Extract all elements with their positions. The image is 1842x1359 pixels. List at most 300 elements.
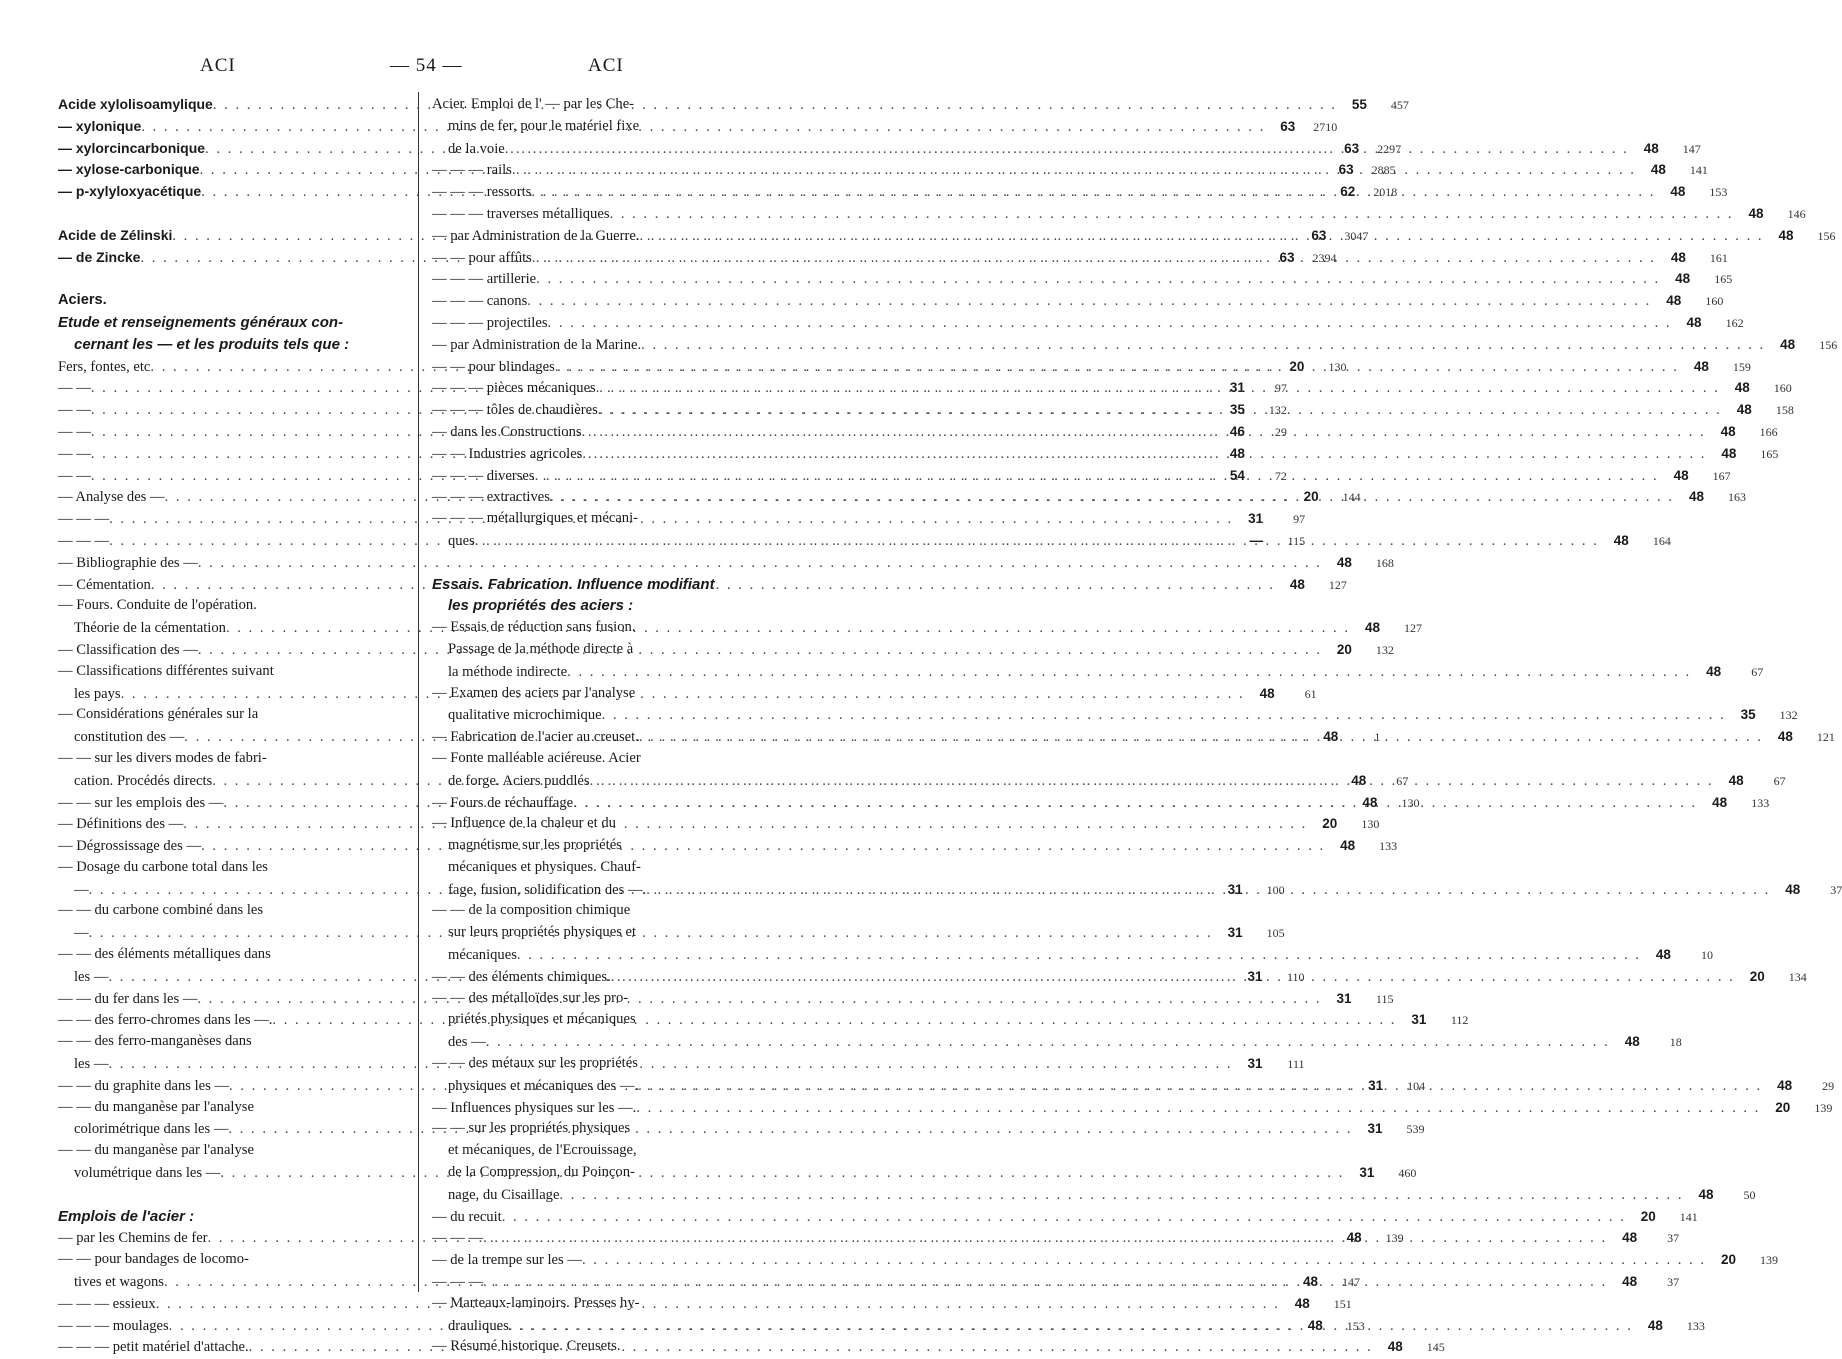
entry-text: — Marteaux-laminoirs. Presses hy- [432, 1294, 640, 1311]
page-number: 110 [1286, 969, 1305, 984]
volume-number: 20 [1303, 489, 1319, 505]
index-entry [432, 312, 1744, 334]
entry-text: — — — [432, 1274, 484, 1291]
entry-text: — — du manganèse par l'analyse [58, 1142, 254, 1159]
entry-text: — — des éléments métalliques dans [58, 946, 271, 963]
leader-dots [249, 1337, 1373, 1359]
page-number: 160 [1773, 381, 1792, 396]
index-entry [58, 595, 404, 617]
entry-text: — Considérations générales sur la [58, 706, 259, 723]
leader-dots [602, 705, 1726, 727]
index-entry [432, 1118, 768, 1140]
spacer [58, 268, 404, 290]
entry-text: — — sur les divers modes de fabri- [58, 749, 267, 766]
volume-number: 63 [1344, 140, 1360, 156]
index-entry [58, 1271, 1361, 1293]
entry-text: — — — ressorts [432, 184, 532, 201]
leader-dots [611, 967, 1735, 989]
entry-text: — du recuit [432, 1208, 502, 1225]
volume-number: 20 [1720, 1252, 1736, 1268]
page-number: 18 [1669, 1035, 1682, 1050]
entry-text: volumétrique dans les — [74, 1165, 221, 1182]
entry-text: — — de la composition chimique [432, 902, 631, 919]
index-entry [58, 900, 404, 922]
leader-dots [548, 313, 1672, 335]
index-entry [58, 1249, 404, 1271]
entry-text: — Examen des aciers par l'analyse [432, 684, 636, 701]
leader-dots [639, 727, 1763, 749]
index-entry [58, 661, 404, 683]
index-entry [432, 748, 768, 770]
entry-text: — — — rails [432, 162, 512, 179]
entry-text: — — Industries agricoles [432, 445, 583, 462]
volume-number: 46 [1229, 423, 1245, 439]
index-entry [432, 268, 1733, 290]
volume-number: 48 [1229, 445, 1245, 461]
page-number: 127 [1328, 577, 1347, 592]
page-number: 147 [1682, 141, 1701, 156]
entry-text: — — des ferro-chromes dans les —. [58, 1012, 273, 1029]
entry-text: cation. Procédés directs [74, 772, 213, 789]
volume-number: 48 [1294, 1295, 1310, 1311]
volume-number: 48 [1647, 1317, 1663, 1333]
page-number: 2710 [1313, 119, 1338, 134]
entry-text: — Analyse des — [58, 489, 165, 506]
page-number: 132 [1268, 403, 1287, 418]
index-entry [432, 1009, 768, 1031]
volume-number: 48 [1686, 314, 1702, 330]
volume-number: 31 [1336, 990, 1352, 1006]
index-entry [432, 704, 1798, 726]
index-entry [58, 334, 404, 356]
volume-number: 62 [1340, 184, 1356, 200]
page-number: 156 [1819, 337, 1838, 352]
page-number: 153 [1346, 1318, 1365, 1333]
entry-text: — — — tôles de chaudières [432, 402, 598, 419]
page-number: 97 [1293, 512, 1306, 527]
index-entry [432, 922, 768, 944]
index-entry [432, 813, 768, 835]
entry-text: nage, du Cisaillage [448, 1186, 560, 1203]
entry-text: les pays [74, 685, 121, 702]
volume-number: 48 [1643, 140, 1659, 156]
header-page-number: — 54 — [390, 55, 463, 76]
page-number: 153 [1709, 185, 1728, 200]
index-entry [432, 334, 1838, 356]
volume-number: — [1249, 532, 1264, 548]
volume-number: 31 [1247, 968, 1263, 984]
page-number: 127 [1404, 621, 1422, 636]
entry-text: — Dégrossissage des — [58, 838, 202, 855]
page-number: 147 [1342, 1275, 1361, 1290]
volume-number: 48 [1670, 184, 1686, 200]
page-number: 167 [1712, 468, 1731, 483]
volume-number: 48 [1785, 881, 1801, 897]
index-entry [432, 639, 768, 661]
entry-text: — par les Chemins de fer [58, 1230, 208, 1247]
page-number: 2018 [1373, 185, 1398, 200]
entry-text: de forge. Aciers puddlés [448, 772, 590, 789]
entry-text: — dans les Constructions [432, 423, 582, 440]
index-entry [432, 988, 768, 1010]
volume-number: 48 [1780, 336, 1796, 352]
volume-number: 48 [1307, 1317, 1323, 1333]
page-number: 166 [1759, 424, 1778, 439]
index-entry [58, 1227, 1404, 1249]
leader-dots [582, 422, 1706, 444]
page-number: 111 [1287, 1057, 1305, 1072]
entry-text: — — sur les propriétés physiques [432, 1120, 631, 1137]
index-entry [432, 1184, 1756, 1206]
volume-number: 20 [1289, 358, 1305, 374]
volume-number: 48 [1721, 445, 1737, 461]
entry-text: Aciers. [58, 292, 107, 309]
volume-number: 31 [1229, 380, 1245, 396]
index-entry [58, 1031, 404, 1053]
leader-dots [550, 487, 1674, 509]
entry-text: — — des métalloïdes sur les pro- [432, 989, 629, 1006]
entry-text: — Bibliographie des — [58, 554, 198, 571]
entry-text: Passage de la méthode directe à [448, 640, 634, 657]
entry-text: ques [448, 532, 475, 549]
index-entry [58, 748, 404, 770]
volume-number: 31 [1367, 1121, 1383, 1137]
index-entry [432, 683, 768, 705]
leader-dots [505, 139, 1629, 161]
page-number: 67 [1773, 773, 1786, 788]
column-divider [418, 92, 419, 1292]
leader-dots [509, 1316, 1633, 1338]
leader-dots [213, 95, 1337, 117]
volume-number: 48 [1777, 729, 1793, 745]
volume-number: 48 [1351, 772, 1367, 788]
index-entry [432, 900, 768, 922]
leader-dots [636, 1098, 1760, 1120]
entry-text: et mécaniques, de l'Ecrouissage, [448, 1142, 637, 1159]
page-number: 1 [1374, 730, 1381, 745]
entry-text: — — — [58, 532, 110, 549]
entry-text: magnétisme sur les propriétés [448, 837, 622, 854]
entry-text: — — — moulages [58, 1317, 169, 1334]
page-number: 133 [1751, 795, 1770, 810]
page-number: 104 [1407, 1078, 1426, 1093]
index-entry [432, 661, 1764, 683]
index-entry [432, 1140, 768, 1162]
index-entry [58, 1206, 404, 1228]
entry-text: — [74, 881, 89, 898]
entry-text: mécaniques et physiques. Chauf- [448, 858, 641, 875]
page-number: 67 [1751, 664, 1764, 679]
page-number: 146 [1787, 206, 1806, 221]
entry-text: — par Administration de la Guerre. [432, 227, 640, 244]
leader-dots [646, 880, 1770, 902]
volume-number: 63 [1338, 162, 1354, 178]
leader-dots [573, 793, 1697, 815]
page-number: 165 [1760, 446, 1779, 461]
page-number: 130 [1401, 795, 1420, 810]
page-number: 112 [1450, 1013, 1469, 1028]
entry-text: — — — traverses métalliques [432, 205, 610, 222]
entry-text: — — — [58, 511, 110, 528]
entry-text: les propriétés des aciers : [448, 597, 634, 615]
page-number: 2394 [1312, 250, 1337, 265]
volume-number: 48 [1736, 402, 1752, 418]
leader-dots [486, 1032, 1610, 1054]
volume-number: 20 [1775, 1099, 1791, 1115]
page-number: 100 [1266, 882, 1285, 897]
leader-dots [582, 1250, 1706, 1272]
index-entry [432, 1336, 768, 1358]
page-number: 156 [1817, 228, 1836, 243]
entry-text: — Essais de réduction sans fusion. [432, 619, 636, 636]
entry-text: — Dosage du carbone total dans les [58, 858, 268, 875]
entry-text: Essais. Fabrication. Influence modifiant [432, 575, 715, 593]
volume-number: 48 [1323, 729, 1339, 745]
entry-text: physiques et mécaniques des —. [448, 1077, 639, 1094]
leader-dots [640, 226, 1764, 248]
volume-number: 48 [1336, 554, 1352, 570]
volume-number: 20 [1640, 1208, 1656, 1224]
entry-text: — Fabrication de l'acier au creuset. [432, 729, 639, 746]
index-entry [432, 116, 768, 138]
leader-dots [228, 1119, 1352, 1141]
volume-number: 31 [1227, 881, 1243, 897]
leader-dots [582, 444, 1706, 466]
page-number: 163 [1727, 490, 1746, 505]
page-number: 164 [1652, 533, 1671, 548]
page-number: 168 [1375, 555, 1394, 570]
entry-text: — — pour blindages [432, 358, 555, 375]
leader-dots [555, 357, 1679, 379]
volume-number: 48 [1622, 1230, 1638, 1246]
entry-text: tives et wagons [74, 1274, 164, 1291]
entry-text: — — des ferro-manganèses dans [58, 1033, 252, 1050]
volume-number: 48 [1706, 663, 1722, 679]
index-entry [432, 1053, 768, 1075]
page-number: 151 [1333, 1296, 1352, 1311]
volume-number: 48 [1387, 1339, 1403, 1355]
page-number: 158 [1775, 403, 1794, 418]
page-number: 121 [1816, 730, 1835, 745]
entry-text: — par Administration de la Marine. [432, 336, 642, 353]
page-number: 162 [1725, 315, 1744, 330]
entry-text: — — — métallurgiques et mécani- [432, 510, 639, 527]
page-number: 115 [1375, 991, 1394, 1006]
page-number: 2297 [1377, 141, 1402, 156]
page-number: 165 [1714, 272, 1733, 287]
index-entry [432, 726, 1835, 748]
spacer [58, 1184, 404, 1206]
entry-text: les — [74, 1056, 109, 1073]
index-entry [58, 1140, 404, 1162]
page-number: 133 [1379, 839, 1398, 854]
entry-text: — Influence de la chaleur et du [432, 815, 616, 832]
leader-dots [638, 1076, 1762, 1098]
index-entry [432, 1293, 768, 1315]
volume-number: 63 [1280, 118, 1296, 134]
entry-text: — — pour bandages de locomo- [58, 1251, 249, 1268]
leader-dots [502, 1207, 1626, 1229]
leader-dots [517, 945, 1641, 967]
leader-dots [536, 269, 1660, 291]
volume-number: 35 [1229, 402, 1245, 418]
volume-number: 31 [1248, 511, 1264, 527]
page-number: 161 [1709, 250, 1728, 265]
volume-number: 48 [1289, 576, 1305, 592]
volume-number: 55 [1351, 97, 1367, 112]
volume-number: 63 [1279, 249, 1295, 265]
page-number: 130 [1361, 817, 1380, 832]
entry-text: les — [74, 968, 109, 985]
entry-text: — Influences physiques sur les —. [432, 1099, 637, 1116]
index-entry [432, 94, 768, 116]
index-entry [58, 1097, 404, 1119]
page-number: 3047 [1344, 228, 1369, 243]
entry-text: — xylose-carbonique [58, 161, 200, 178]
spacer [432, 552, 768, 574]
entry-text: constitution des — [74, 729, 185, 746]
volume-number: 48 [1777, 1077, 1793, 1093]
entry-text: Acide xylolisoamylique [58, 96, 213, 112]
page-number: 50 [1743, 1187, 1756, 1202]
page-number: 160 [1705, 294, 1724, 309]
page-number: 105 [1266, 926, 1285, 941]
entry-text: — p-xylyloxyacétique [58, 183, 202, 200]
leader-dots [483, 1272, 1607, 1294]
leader-dots [483, 1228, 1607, 1250]
volume-number: 48 [1624, 1034, 1640, 1050]
leader-dots [610, 204, 1734, 226]
entry-text: — Fours. Conduite de l'opération. [58, 597, 257, 614]
volume-number: 48 [1655, 947, 1671, 963]
entry-text: — Fours de réchauffage [432, 794, 574, 811]
page-number: 141 [1679, 1209, 1698, 1224]
index-entry [432, 1206, 1698, 1228]
entry-text: — — du carbone combiné dans les [58, 902, 264, 919]
entry-text: — Classifications différentes suivant [58, 662, 274, 679]
entry-text: des — [448, 1034, 486, 1051]
leader-dots [475, 531, 1599, 553]
page-number: 37 [1830, 882, 1842, 897]
spacer [58, 203, 404, 225]
index-entry [432, 574, 768, 596]
page-number: 67 [1396, 773, 1409, 788]
entry-text: — Définitions des — [58, 816, 184, 833]
leader-dots [531, 182, 1655, 204]
entry-text: — — — diverses [432, 467, 535, 484]
leader-dots [535, 466, 1659, 488]
entry-text: — de Zincke [58, 248, 141, 265]
header-left: ACI [200, 55, 236, 76]
index-entry [58, 857, 404, 879]
entry-text: — — des éléments chimiques. [432, 968, 611, 985]
volume-number: 31 [1227, 925, 1243, 941]
index-entry [432, 617, 768, 639]
leader-dots [512, 160, 1636, 182]
entry-text: — Fonte malléable aciéreuse. Acier [432, 749, 641, 766]
entry-text: — — des métaux sur les propriétés [432, 1055, 638, 1072]
entry-text: — — — [432, 1230, 484, 1247]
page-number: 139 [1760, 1253, 1778, 1268]
volume-number: 48 [1778, 227, 1794, 243]
volume-number: 31 [1411, 1012, 1427, 1028]
entry-text: — — — petit matériel d'attache. [58, 1339, 249, 1356]
volume-number: 48 [1712, 794, 1728, 810]
header-right: ACI [588, 55, 624, 76]
index-entry [432, 443, 1779, 465]
volume-number: 35 [1740, 707, 1756, 723]
entry-text: — — du graphite dans les — [58, 1077, 230, 1094]
volume-number: 63 [1311, 227, 1327, 243]
volume-number: 54 [1229, 467, 1245, 483]
entry-text: qualitative microchimique [448, 707, 602, 724]
entry-text: Acier. Emploi de l' — par les Che- [432, 96, 635, 112]
leader-dots [532, 248, 1656, 270]
entry-text: cernant les — et les produits tels que : [74, 335, 350, 353]
volume-number: 48 [1259, 685, 1275, 701]
index-entry [432, 857, 768, 879]
leader-dots [598, 400, 1722, 422]
index-entry [58, 552, 1394, 574]
index-entry [58, 704, 404, 726]
page-number: 10 [1700, 948, 1713, 963]
entry-text: de la Compression, du Poinçon- [448, 1164, 635, 1181]
index-entry [58, 312, 404, 334]
page-number: 539 [1406, 1122, 1425, 1137]
entry-text: — Classification des — [58, 641, 198, 658]
entry-text: — — — pièces mécaniques [432, 380, 596, 397]
index-entry [432, 1097, 1833, 1119]
page-number: 139 [1385, 1231, 1404, 1246]
entry-text: de la voie [448, 140, 505, 157]
index-entry [432, 290, 1724, 312]
page-number: 61 [1304, 686, 1317, 701]
page-number: 29 [1274, 424, 1287, 439]
leader-dots [226, 618, 1350, 640]
page-number: 145 [1426, 1340, 1445, 1355]
entry-text: la méthode indirecte [448, 663, 568, 680]
page-number: 2885 [1371, 163, 1396, 178]
page-number: 130 [1328, 359, 1347, 374]
entry-text: — — — projectiles [432, 314, 548, 331]
entry-text: colorimétrique dans les — [74, 1121, 229, 1138]
volume-number: 48 [1340, 838, 1356, 854]
volume-number: 48 [1728, 772, 1744, 788]
leader-dots [641, 335, 1765, 357]
entry-text: Emplois de l'acier : [58, 1207, 195, 1225]
index-entry [432, 508, 768, 530]
page-number: 37 [1667, 1275, 1680, 1290]
index-entry [432, 1249, 1778, 1271]
entry-text: — [74, 925, 89, 942]
entry-text: drauliques [448, 1317, 509, 1334]
volume-number: 48 [1346, 1230, 1362, 1246]
index-entry [432, 1031, 1682, 1053]
index-entry [432, 203, 1806, 225]
volume-number: 48 [1622, 1274, 1638, 1290]
entry-text: — Cémentation [58, 576, 151, 593]
volume-number: 48 [1693, 358, 1709, 374]
page-number: 460 [1398, 1166, 1417, 1181]
entry-text: — — du fer dans les — [58, 990, 198, 1007]
entry-text: Acide de Zélinski [58, 226, 173, 243]
volume-number: 48 [1673, 467, 1689, 483]
entry-text: — — [58, 402, 91, 419]
volume-number: 20 [1749, 968, 1765, 984]
page-number: 132 [1779, 708, 1798, 723]
page-number: 134 [1788, 969, 1807, 984]
volume-number: 48 [1688, 489, 1704, 505]
